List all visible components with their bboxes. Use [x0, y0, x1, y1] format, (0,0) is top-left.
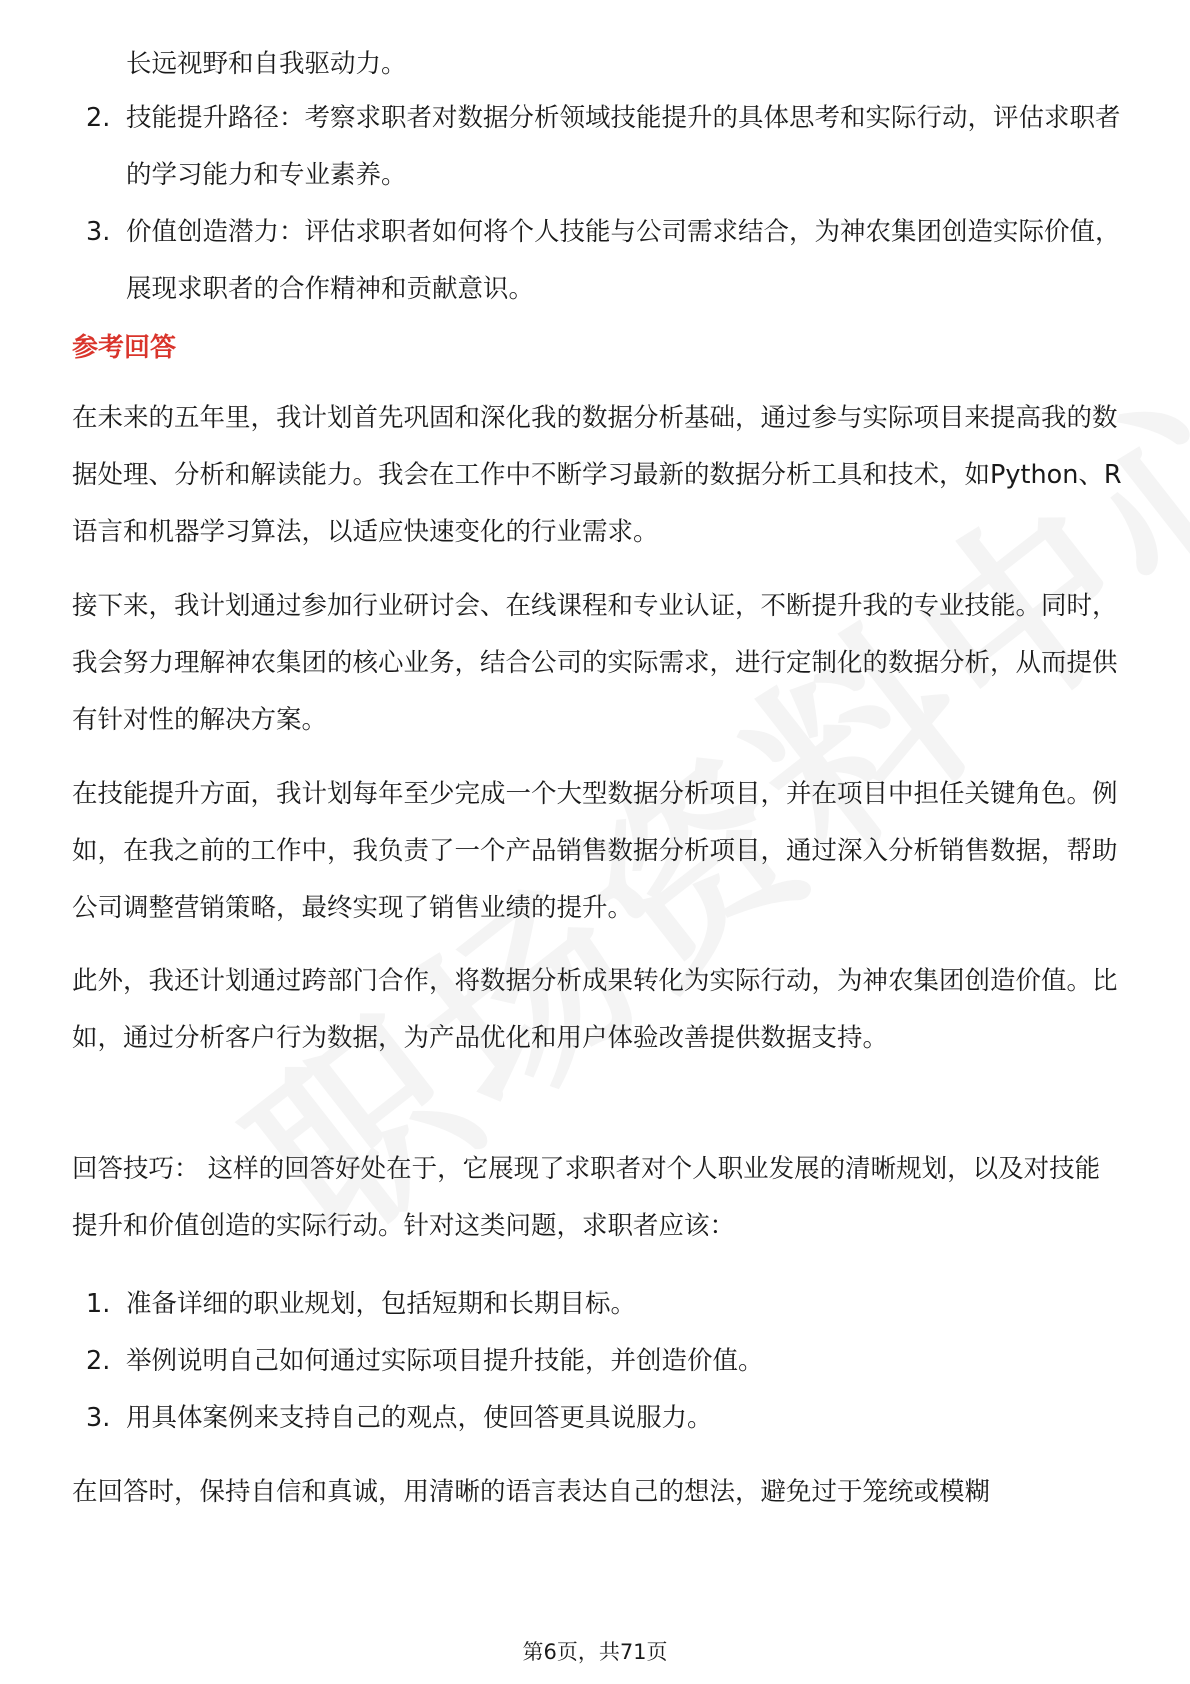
answer-paragraph: 在技能提升方面，我计划每年至少完成一个大型数据分析项目，并在项目中担任关键角色。例如，在我之前的工作中，我负责了一个产品销售数据分析项目，通过深入分析销售数据，帮助公司调整营销策略，最终实现了销售业绩的提升。	[72, 779, 1118, 923]
tips-item	[72, 1276, 1122, 1333]
list-number: 2.	[86, 1346, 111, 1376]
page-footer: 第6页，共71页	[522, 1640, 668, 1664]
criteria-item	[72, 90, 1122, 204]
list-text: 价值创造潜力：评估求职者如何将个人技能与公司需求结合，为神农集团创造实际价值，展现求职者的合作精神和贡献意识。	[126, 217, 1121, 304]
list-number: 3.	[86, 217, 111, 247]
tips-list	[72, 1276, 1122, 1447]
list-text: 用具体案例来支持自己的观点，使回答更具说服力。	[126, 1403, 713, 1433]
list-number: 1.	[86, 1289, 111, 1319]
list-text: 技能提升路径：考察求职者对数据分析领域技能提升的具体思考和实际行动，评估求职者的学习能力和专业素养。	[126, 103, 1121, 190]
section-heading: 参考回答	[72, 333, 177, 363]
list-number: 3.	[86, 1403, 111, 1433]
criteria-item	[72, 204, 1122, 318]
tips-intro: 回答技巧： 这样的回答好处在于，它展现了求职者对个人职业发展的清晰规划，以及对技能提升和价值创造的实际行动。针对这类问题，求职者应该：	[72, 1154, 1101, 1241]
answer-paragraph: 在未来的五年里，我计划首先巩固和深化我的数据分析基础，通过参与实际项目来提高我的数据处理、分析和解读能力。我会在工作中不断学习最新的数据分析工具和技术，如Python、R语言和机器学习算法，以适应快速变化的行业需求。	[72, 403, 1122, 547]
list-text: 举例说明自己如何通过实际项目提升技能，并创造价值。	[126, 1346, 764, 1376]
answer-paragraph: 接下来，我计划通过参加行业研讨会、在线课程和专业认证，不断提升我的专业技能。同时，我会努力理解神农集团的核心业务，结合公司的实际需求，进行定制化的数据分析，从而提供有针对性的解决方案。	[72, 591, 1118, 735]
list-text: 准备详细的职业规划，包括短期和长期目标。	[126, 1289, 637, 1319]
tips-item	[72, 1390, 1122, 1447]
tips-item	[72, 1333, 1122, 1390]
closing-line: 在回答时，保持自信和真诚，用清晰的语言表达自己的想法，避免过于笼统或模糊	[72, 1477, 991, 1507]
list-number: 2.	[86, 103, 111, 133]
criteria-list	[72, 90, 1122, 318]
answer-paragraph: 此外，我还计划通过跨部门合作，将数据分析成果转化为实际行动，为神农集团创造价值。比如，通过分析客户行为数据，为产品优化和用户体验改善提供数据支持。	[72, 966, 1118, 1053]
continuation-line: 长远视野和自我驱动力。	[126, 49, 407, 79]
